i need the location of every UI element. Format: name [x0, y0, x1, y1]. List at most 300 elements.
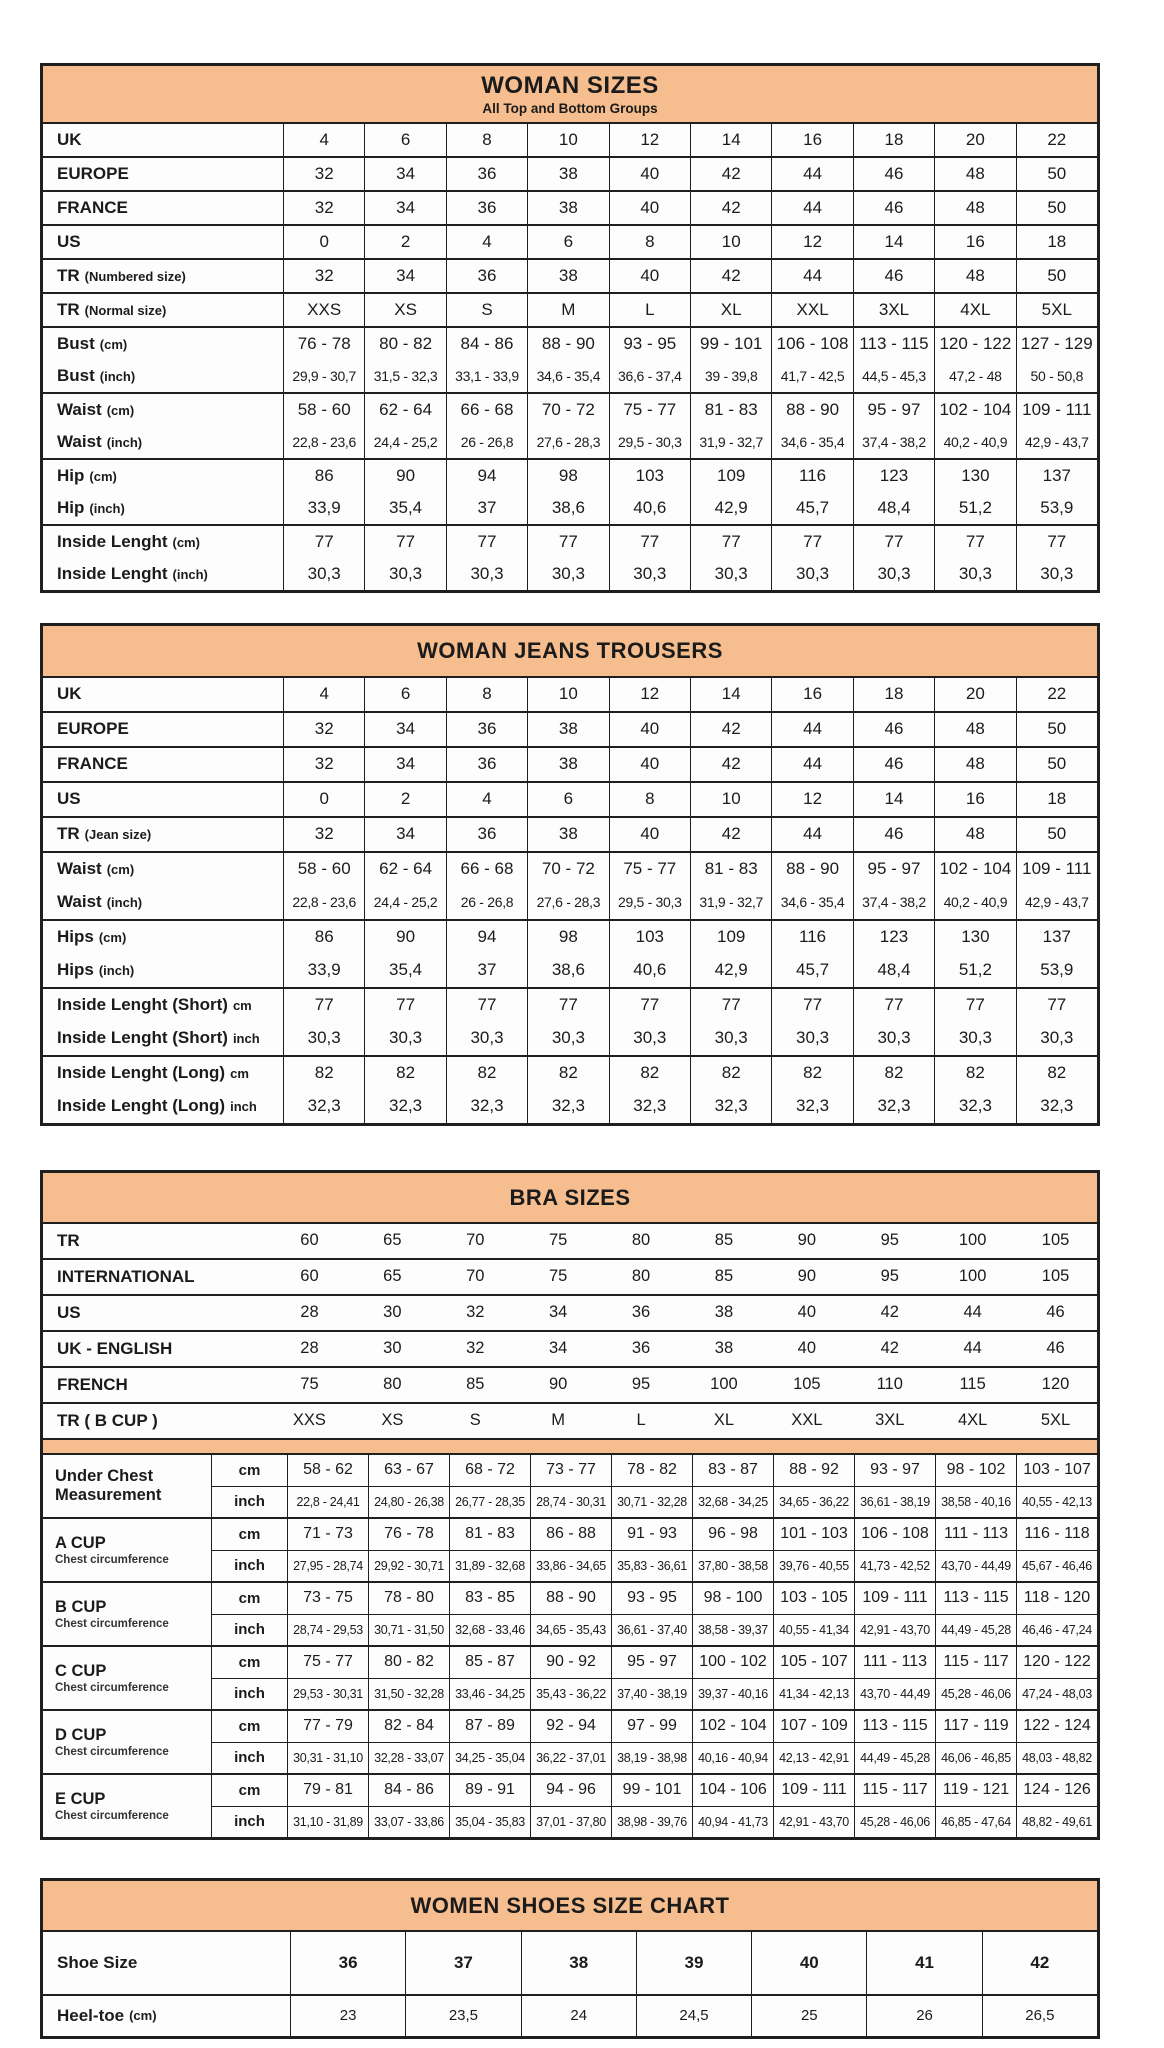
row-label-text: Waist — [57, 859, 102, 879]
size-value-cell: 40 — [797, 1303, 817, 1322]
size-value-cell: 130 — [934, 460, 1015, 492]
cup-label — [43, 1583, 211, 1645]
size-value-cell: 44 — [963, 1303, 982, 1322]
size-value-cell: 51,2 — [934, 492, 1015, 524]
size-value-cell: 48 — [934, 260, 1015, 292]
size-value-cell: 36,61 - 37,40 — [611, 1614, 692, 1645]
size-value-cell: 77 - 79 — [287, 1711, 368, 1742]
size-value-cell: 90 — [797, 1267, 817, 1286]
size-value-cell: 14 — [853, 783, 934, 816]
size-value-cell: 32 — [466, 1339, 485, 1358]
size-value-cell: 100 — [958, 1231, 987, 1250]
row-waist-inch — [43, 886, 1097, 919]
row-europe — [43, 711, 1097, 746]
size-value-cell: XS — [381, 1411, 404, 1430]
size-value-cell: S — [469, 1411, 481, 1430]
size-value-cell: 113 - 115 — [935, 1583, 1016, 1614]
size-value-cell: L — [609, 294, 690, 326]
size-value-cell: 34,6 - 35,4 — [771, 886, 852, 919]
size-value-cell: 42,13 - 42,91 — [773, 1742, 854, 1773]
size-value-cell: 40 — [797, 1339, 817, 1358]
row-label-text: Inside Lenght (Long) — [57, 1096, 226, 1116]
size-value-cell: XXS — [283, 294, 364, 326]
size-value-cell: 98 - 100 — [692, 1583, 773, 1614]
row-label-text: Heel-toe — [57, 2005, 125, 2025]
size-value-cell: 30,3 — [690, 1022, 771, 1055]
size-value-cell: 29,5 - 30,3 — [609, 426, 690, 458]
size-value-cell: 95 - 97 — [853, 853, 934, 886]
row-label — [43, 294, 283, 326]
size-value-cell: 137 — [1016, 921, 1097, 954]
row-tr — [43, 1224, 1097, 1258]
size-value-cell: 36 — [446, 260, 527, 292]
size-value-cell: 44 — [771, 713, 852, 746]
size-value-cell: 70 — [466, 1267, 485, 1286]
size-value-cell: 47,24 - 48,03 — [1016, 1678, 1097, 1709]
size-value-cell: 10 — [527, 124, 608, 156]
size-value-cell: 33,1 - 33,9 — [446, 360, 527, 392]
size-value-cell: 3XL — [853, 294, 934, 326]
size-value-cell: 89 - 91 — [449, 1775, 530, 1806]
size-value-cell: 30,3 — [853, 1022, 934, 1055]
size-value-cell: 6 — [527, 226, 608, 258]
row-label — [43, 818, 283, 851]
size-value-cell: XL — [713, 1411, 735, 1430]
row-label-text: Shoe Size — [57, 1952, 138, 1972]
row-us — [43, 224, 1097, 258]
row-label — [43, 989, 283, 1022]
size-value-cell: 82 — [690, 1057, 771, 1090]
size-value-cell: 105 — [1041, 1267, 1070, 1286]
row-label — [43, 1057, 283, 1090]
size-value-cell: 40 — [609, 158, 690, 190]
size-value-cell: 44,5 - 45,3 — [853, 360, 934, 392]
row-label-text: Bust — [57, 366, 95, 386]
row-label-text: Inside Lenght (Short) — [57, 1028, 228, 1048]
size-value-cell: 4 — [446, 783, 527, 816]
size-value-cell: 12 — [771, 783, 852, 816]
size-value-cell: 28 — [300, 1339, 319, 1358]
size-value-cell: 118 - 120 — [1016, 1583, 1097, 1614]
size-value-cell: 32,3 — [609, 1090, 690, 1123]
size-value-cell: 35,43 - 36,22 — [530, 1678, 611, 1709]
size-value-cell: 37,01 - 37,80 — [530, 1806, 611, 1837]
size-value-cell: 34,6 - 35,4 — [527, 360, 608, 392]
table-title: BRA SIZES — [509, 1184, 631, 1210]
size-value-cell: 101 - 103 — [773, 1519, 854, 1550]
size-value-cell: 30,3 — [1016, 558, 1097, 590]
size-value-cell: 77 — [934, 989, 1015, 1022]
size-value-cell: 75 - 77 — [287, 1647, 368, 1678]
size-value-cell: 100 - 102 — [692, 1647, 773, 1678]
size-value-cell: 28,74 - 30,31 — [530, 1486, 611, 1517]
size-value-cell: 34 — [548, 1303, 568, 1322]
row-label-text: Waist — [57, 892, 102, 912]
size-value-cell: 38 — [527, 192, 608, 224]
size-value-cell: 77 — [446, 989, 527, 1022]
size-value-cell: 23 — [290, 1996, 405, 2036]
shoes-size-table — [40, 1878, 1100, 2039]
size-value-cell: 46 — [853, 192, 934, 224]
size-value-cell: 48,82 - 49,61 — [1016, 1806, 1097, 1837]
size-value-cell: 36 — [446, 192, 527, 224]
size-value-cell: 37 — [446, 492, 527, 524]
row-shoe-size — [43, 1932, 1097, 1994]
size-value-cell: XS — [364, 294, 445, 326]
row-label-text: Waist — [57, 432, 102, 452]
size-value-cell: 105 — [793, 1375, 821, 1394]
unit-inch-label: inch — [211, 1806, 287, 1837]
size-value-cell: 41,7 - 42,5 — [771, 360, 852, 392]
row-label-text: TR — [57, 266, 80, 286]
size-value-cell: 38 — [714, 1303, 734, 1322]
row-international — [43, 1258, 1097, 1294]
size-value-cell: 38,98 - 39,76 — [611, 1806, 692, 1837]
size-value-cell: 34,25 - 35,04 — [449, 1742, 530, 1773]
size-value-cell: 82 — [527, 1057, 608, 1090]
row-label — [43, 226, 283, 258]
size-value-cell: S — [446, 294, 527, 326]
size-value-cell: 82 — [934, 1057, 1015, 1090]
unit-inch-label: inch — [211, 1678, 287, 1709]
size-value-cell: 37,40 - 38,19 — [611, 1678, 692, 1709]
size-value-cell: 30,3 — [527, 1022, 608, 1055]
size-value-cell: 40,55 - 41,34 — [773, 1614, 854, 1645]
size-value-cell: 41,34 - 42,13 — [773, 1678, 854, 1709]
unit-cm-label: cm — [211, 1583, 287, 1614]
size-value-cell: 27,6 - 28,3 — [527, 426, 608, 458]
size-value-cell: 42 — [690, 748, 771, 781]
row-label-small: (cm) — [172, 534, 200, 550]
size-value-cell: 80 — [383, 1375, 402, 1394]
size-value-cell: 16 — [771, 124, 852, 156]
size-value-cell: 4XL — [934, 294, 1015, 326]
size-value-cell: 116 — [771, 460, 852, 492]
size-value-cell: 32,3 — [853, 1090, 934, 1123]
size-value-cell: 39 - 39,8 — [690, 360, 771, 392]
cup-group-c-cup — [43, 1645, 1097, 1709]
size-value-cell: 113 - 115 — [854, 1711, 935, 1742]
size-value-cell: 70 - 72 — [527, 394, 608, 426]
cup-label-text: A CUP — [55, 1533, 106, 1552]
unit-cm-label: cm — [211, 1647, 287, 1678]
row-label-small: (inch) — [98, 962, 135, 978]
size-value-cell: 75 — [300, 1375, 319, 1394]
size-value-cell: 42,9 — [690, 492, 771, 524]
size-value-cell: 33,86 - 34,65 — [530, 1550, 611, 1581]
cup-sublabel: Chest circumference — [55, 1617, 169, 1630]
size-value-cell: 30,3 — [934, 558, 1015, 590]
size-value-cell: 44 — [963, 1339, 982, 1358]
size-value-cell: 32 — [283, 748, 364, 781]
size-value-cell: 30,3 — [934, 1022, 1015, 1055]
size-value-cell: 123 — [853, 921, 934, 954]
size-value-cell: 34 — [364, 158, 445, 190]
size-value-cell: 58 - 60 — [283, 853, 364, 886]
size-value-cell: 41,73 - 42,52 — [854, 1550, 935, 1581]
size-value-cell: 77 — [1016, 989, 1097, 1022]
row-bust-inch — [43, 360, 1097, 392]
size-value-cell: 31,9 - 32,7 — [690, 426, 771, 458]
size-value-cell: 92 - 94 — [530, 1711, 611, 1742]
size-value-cell: 60 — [300, 1231, 319, 1250]
size-value-cell: 32 — [283, 818, 364, 851]
size-value-cell: 42 — [880, 1339, 899, 1358]
row-label — [43, 1022, 283, 1055]
size-value-cell: 32,3 — [934, 1090, 1015, 1123]
size-value-cell: 37 — [446, 954, 527, 987]
size-value-cell: 36,22 - 37,01 — [530, 1742, 611, 1773]
size-value-cell: 122 - 124 — [1016, 1711, 1097, 1742]
size-value-cell: 36 — [446, 713, 527, 746]
size-value-cell: 32,68 - 34,25 — [692, 1486, 773, 1517]
row-label — [43, 921, 283, 954]
size-value-cell: 42 — [690, 158, 771, 190]
row-bust-cm — [43, 326, 1097, 360]
size-value-cell: 28,74 - 29,53 — [287, 1614, 368, 1645]
size-value-cell: 48 — [934, 192, 1015, 224]
size-value-cell: 2 — [364, 783, 445, 816]
size-value-cell: 38 — [527, 818, 608, 851]
size-value-cell: 40,94 - 41,73 — [692, 1806, 773, 1837]
size-value-cell: 42,9 — [690, 954, 771, 987]
row-hips-inch — [43, 954, 1097, 987]
row-us — [43, 1294, 1097, 1330]
size-value-cell: 99 - 101 — [611, 1775, 692, 1806]
row-tr-normal-size — [43, 292, 1097, 326]
row-label — [43, 1090, 283, 1123]
row-label — [43, 748, 283, 781]
row-label — [43, 853, 283, 886]
size-value-cell: 96 - 98 — [692, 1519, 773, 1550]
size-value-cell: 38,6 — [527, 492, 608, 524]
row-label-text: Waist — [57, 400, 102, 420]
size-value-cell: 14 — [690, 124, 771, 156]
size-value-cell: 46 — [853, 260, 934, 292]
size-value-cell: 6 — [527, 783, 608, 816]
size-value-cell: 82 — [853, 1057, 934, 1090]
size-value-cell: 113 - 115 — [853, 328, 934, 360]
size-value-cell: 93 - 95 — [611, 1583, 692, 1614]
row-label-small: (cm) — [106, 402, 135, 418]
row-hip-cm — [43, 458, 1097, 492]
size-value-cell: 62 - 64 — [364, 394, 445, 426]
size-value-cell: 40 — [751, 1932, 866, 1994]
row-inside-lenght-long-inch — [43, 1090, 1097, 1123]
size-value-cell: 22 — [1016, 124, 1097, 156]
woman-jeans-table — [40, 623, 1100, 1125]
size-value-cell: 109 - 111 — [854, 1583, 935, 1614]
size-value-cell: 12 — [609, 124, 690, 156]
size-value-cell: L — [636, 1411, 646, 1430]
size-value-cell: 32 — [283, 158, 364, 190]
size-value-cell: 77 — [364, 526, 445, 558]
size-value-cell: 32,3 — [364, 1090, 445, 1123]
size-value-cell: 82 — [446, 1057, 527, 1090]
size-value-cell: 117 - 119 — [935, 1711, 1016, 1742]
row-label-text: TR — [57, 300, 80, 320]
size-value-cell: 77 — [283, 526, 364, 558]
size-value-cell: 70 — [466, 1231, 485, 1250]
size-value-cell: 44 — [771, 192, 852, 224]
size-value-cell: 24,4 - 25,2 — [364, 426, 445, 458]
size-value-cell: 30,3 — [364, 1022, 445, 1055]
row-label-small: (Normal size) — [84, 302, 167, 318]
size-value-cell: 44,49 - 45,28 — [854, 1742, 935, 1773]
size-value-cell: 80 — [631, 1231, 651, 1250]
size-value-cell: 48 — [934, 748, 1015, 781]
size-value-cell: 82 — [364, 1057, 445, 1090]
row-label — [43, 492, 283, 524]
size-value-cell: 100 — [710, 1375, 738, 1394]
row-label — [43, 394, 283, 426]
size-value-cell: 33,46 - 34,25 — [449, 1678, 530, 1709]
size-value-cell: 85 — [466, 1375, 485, 1394]
row-label — [43, 460, 283, 492]
size-value-cell: 109 - 111 — [1016, 394, 1097, 426]
size-value-cell: 43,70 - 44,49 — [935, 1550, 1016, 1581]
size-value-cell: 103 — [609, 460, 690, 492]
size-value-cell: 94 — [446, 921, 527, 954]
size-value-cell: 94 - 96 — [530, 1775, 611, 1806]
size-value-cell: 36 — [290, 1932, 405, 1994]
size-value-cell: 103 - 107 — [1016, 1455, 1097, 1486]
divider-bar — [43, 1438, 1097, 1455]
unit-cm-label: cm — [211, 1775, 287, 1806]
size-value-cell: 34 — [364, 713, 445, 746]
size-value-cell: 34,65 - 36,22 — [773, 1486, 854, 1517]
size-value-cell: 81 - 83 — [690, 394, 771, 426]
size-value-cell: 106 - 108 — [854, 1519, 935, 1550]
size-value-cell: 75 — [548, 1267, 568, 1286]
size-value-cell: 97 - 99 — [611, 1711, 692, 1742]
size-value-cell: 77 — [527, 989, 608, 1022]
size-value-cell: 30,3 — [527, 558, 608, 590]
size-value-cell: 0 — [283, 783, 364, 816]
row-europe — [43, 156, 1097, 190]
size-value-cell: 36,61 - 38,19 — [854, 1486, 935, 1517]
size-value-cell: 33,07 - 33,86 — [368, 1806, 449, 1837]
size-value-cell: 45,7 — [771, 492, 852, 524]
size-value-cell: 76 - 78 — [283, 328, 364, 360]
size-value-cell: 36 — [446, 818, 527, 851]
size-value-cell: 95 - 97 — [853, 394, 934, 426]
size-value-cell: 30,3 — [364, 558, 445, 590]
size-value-cell: 88 - 90 — [530, 1583, 611, 1614]
size-value-cell: 32,3 — [446, 1090, 527, 1123]
size-value-cell: XXL — [771, 294, 852, 326]
size-value-cell: 30,3 — [609, 558, 690, 590]
size-value-cell: 38 — [527, 260, 608, 292]
size-value-cell: 85 — [714, 1267, 734, 1286]
size-value-cell: 102 - 104 — [934, 853, 1015, 886]
size-value-cell: 48 — [934, 713, 1015, 746]
size-value-cell: 37,80 - 38,58 — [692, 1550, 773, 1581]
size-value-cell: 24,4 - 25,2 — [364, 886, 445, 919]
row-label — [43, 426, 283, 458]
size-value-cell: 78 - 80 — [368, 1583, 449, 1614]
size-value-cell: 82 — [771, 1057, 852, 1090]
size-value-cell: 87 - 89 — [449, 1711, 530, 1742]
size-value-cell: 20 — [934, 678, 1015, 711]
row-label-small: (cm) — [106, 861, 135, 877]
row-label — [43, 954, 283, 987]
size-value-cell: 27,95 - 28,74 — [287, 1550, 368, 1581]
size-value-cell: 36 — [631, 1339, 651, 1358]
size-value-cell: 115 - 117 — [854, 1775, 935, 1806]
size-value-cell: 42 — [880, 1303, 899, 1322]
size-value-cell: 79 - 81 — [287, 1775, 368, 1806]
size-value-cell: 8 — [609, 226, 690, 258]
size-value-cell: 30,3 — [771, 558, 852, 590]
size-value-cell: 88 - 90 — [771, 853, 852, 886]
shoes-rows — [43, 1932, 1097, 2036]
size-value-cell: 86 - 88 — [530, 1519, 611, 1550]
size-value-cell: 91 - 93 — [611, 1519, 692, 1550]
size-value-cell: 31,5 - 32,3 — [364, 360, 445, 392]
size-value-cell: 109 - 111 — [773, 1775, 854, 1806]
row-label — [43, 886, 283, 919]
size-value-cell: 36 — [631, 1303, 651, 1322]
size-value-cell: 60 — [300, 1267, 319, 1286]
row-label — [43, 360, 283, 392]
size-value-cell: 42,91 - 43,70 — [773, 1806, 854, 1837]
size-value-cell: 40,16 - 40,94 — [692, 1742, 773, 1773]
size-value-cell: 103 - 105 — [773, 1583, 854, 1614]
size-value-cell: 14 — [690, 678, 771, 711]
size-value-cell: 46 — [1046, 1303, 1065, 1322]
row-label-text: Hips — [57, 960, 94, 980]
size-value-cell: 88 - 90 — [527, 328, 608, 360]
size-value-cell: 34 — [364, 818, 445, 851]
row-inside-lenght-inch — [43, 558, 1097, 590]
size-value-cell: 38,19 - 38,98 — [611, 1742, 692, 1773]
size-value-cell: 75 - 77 — [609, 394, 690, 426]
table-subtitle: All Top and Bottom Groups — [482, 101, 658, 117]
row-label-small: (inch) — [106, 894, 143, 910]
unit-inch-label: inch — [211, 1742, 287, 1773]
size-value-cell: 46,06 - 46,85 — [935, 1742, 1016, 1773]
size-value-cell: 84 - 86 — [368, 1775, 449, 1806]
size-value-cell: 130 — [934, 921, 1015, 954]
size-value-cell: 109 - 111 — [1016, 853, 1097, 886]
size-value-cell: 10 — [690, 226, 771, 258]
row-label-text: UK — [57, 684, 82, 704]
size-value-cell: 32 — [466, 1303, 485, 1322]
row-waist-cm — [43, 392, 1097, 426]
row-label — [43, 260, 283, 292]
size-value-cell: 45,28 - 46,06 — [854, 1806, 935, 1837]
size-value-cell: 80 - 82 — [368, 1647, 449, 1678]
size-value-cell: 26,5 — [982, 1996, 1097, 2036]
size-value-cell: 2 — [364, 226, 445, 258]
row-label — [43, 526, 283, 558]
row-tr-b-cup — [43, 1402, 1097, 1438]
size-value-cell: 42 — [690, 260, 771, 292]
cup-label-text: C CUP — [55, 1661, 107, 1680]
row-label-text: Inside Lenght — [57, 532, 168, 552]
size-value-cell: 90 — [797, 1231, 817, 1250]
size-value-cell: 44 — [771, 818, 852, 851]
size-value-cell: 40 — [609, 713, 690, 746]
size-value-cell: 41 — [866, 1932, 981, 1994]
size-value-cell: 65 — [383, 1267, 402, 1286]
size-value-cell: 77 — [364, 989, 445, 1022]
size-value-cell: 45,67 - 46,46 — [1016, 1550, 1097, 1581]
size-value-cell: 70 - 72 — [527, 853, 608, 886]
size-value-cell: 38,6 — [527, 954, 608, 987]
size-value-cell: 29,5 - 30,3 — [609, 886, 690, 919]
